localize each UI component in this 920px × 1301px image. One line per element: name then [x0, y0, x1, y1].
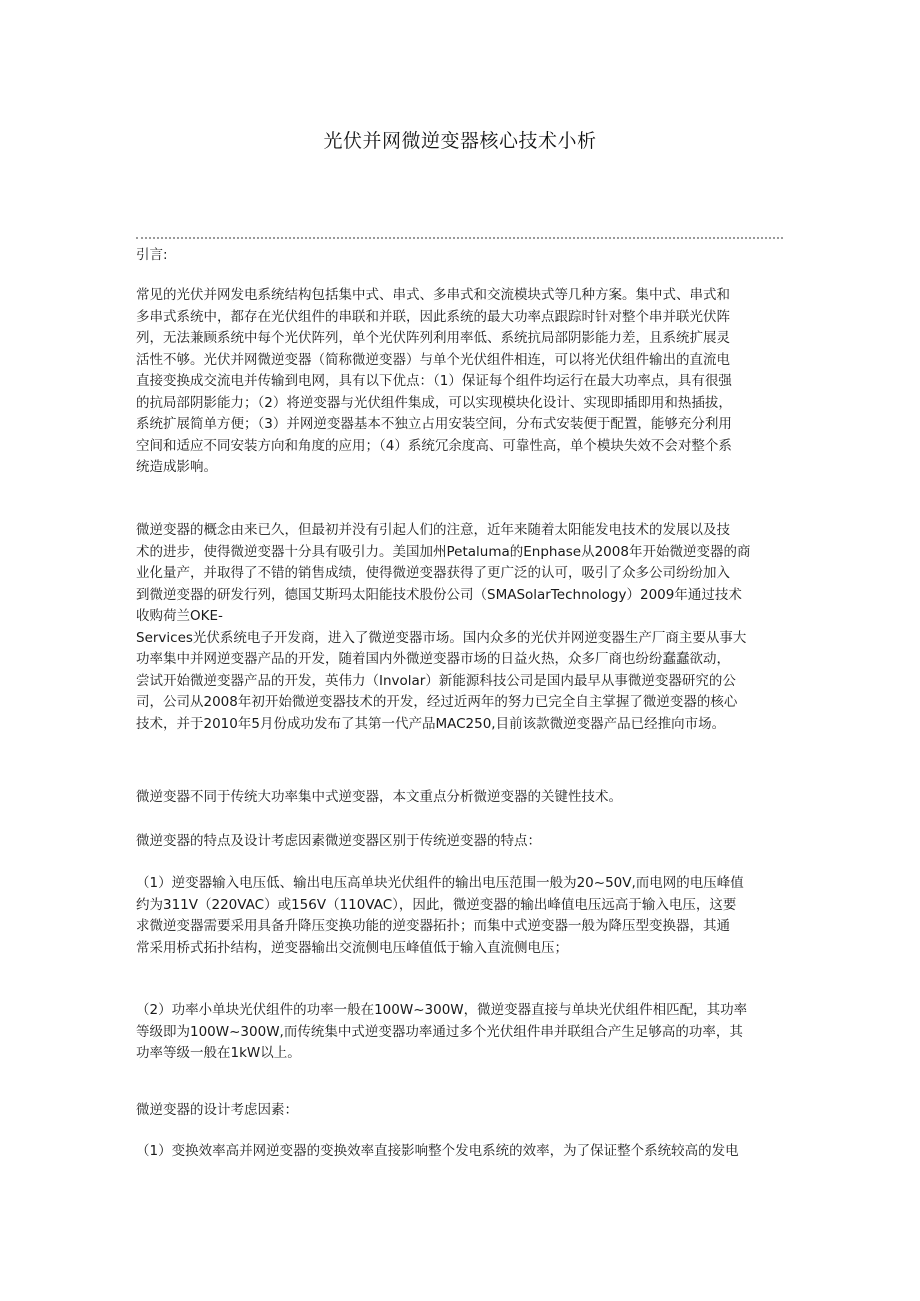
text-line: 列，无法兼顾系统中每个光伏阵列，单个光伏阵列利用率低、系统抗局部阴影能力差，且系统扩展灵 — [136, 330, 730, 346]
dotted-divider — [136, 237, 783, 239]
text-line: 空间和适应不同安装方向和角度的应用；（4）系统冗余度高、可靠性高，单个模块失效不会对整个系 — [136, 437, 732, 454]
text-line: 统造成影响。 — [136, 459, 217, 475]
text-line: （2）功率小单块光伏组件的功率一般在100W~300W，微逆变器直接与单块光伏组件相匹配，其功率 — [136, 1002, 748, 1018]
text-line: 微逆变器的特点及设计考虑因素微逆变器区别于传统逆变器的特点： — [136, 833, 541, 849]
text-line: 直接变换成交流电并传输到电网，具有以下优点：（1）保证每个组件均运行在最大功率点，具有很强 — [136, 373, 732, 389]
intro-label: 引言: — [136, 247, 168, 263]
text-line: 微逆变器不同于传统大功率集中式逆变器，本文重点分析微逆变器的关键性技术。 — [136, 789, 622, 805]
text-line: 微逆变器的设计考虑因素： — [136, 1102, 298, 1118]
text-line: 功率等级一般在1kW以上。 — [136, 1045, 301, 1061]
text-line: 系统扩展简单方便；（3）并网逆变器基本不独立占用安装空间，分布式安装便于配置，能够充分利用 — [136, 416, 732, 432]
text-line: 术的进步，使得微逆变器十分具有吸引力。美国加州Petaluma的Enphase从2008年开始微逆变器的商 — [136, 543, 751, 560]
text-line: 司，公司从2008年初开始微逆变器技术的开发，经过近两年的努力已完全自主掌握了微逆变器的核心 — [136, 694, 738, 710]
text-line: 多串式系统中，都存在光伏组件的串联和并联，因此系统的最大功率点跟踪时针对整个串并联光伏阵 — [136, 308, 730, 325]
document-title: 光伏并网微逆变器核心技术小析 — [323, 130, 597, 152]
text-line: （1）逆变器输入电压低、输出电压高单块光伏组件的输出电压范围一般为20~50V,而电网的电压峰值 — [136, 875, 744, 891]
text-line: 的抗局部阴影能力；（2）将逆变器与光伏组件集成，可以实现模块化设计、实现即插即用和热插拔， — [136, 394, 732, 411]
text-line: Services光伏系统电子开发商，进入了微逆变器市场。国内众多的光伏并网逆变器生产厂商主要从事大 — [136, 629, 747, 646]
text-line: 常见的光伏并网发电系统结构包括集中式、串式、多串式和交流模块式等几种方案。集中式、串式和 — [136, 287, 730, 303]
text-line: （1）变换效率高并网逆变器的变换效率直接影响整个发电系统的效率，为了保证整个系统较高的发电 — [136, 1143, 739, 1159]
text-line: 技术，并于2010年5月份成功发布了其第一代产品MAC250,目前该款微逆变器产品已经推向市场。 — [136, 715, 726, 732]
text-line: 功率集中并网逆变器产品的开发，随着国内外微逆变器市场的日益火热，众多厂商也纷纷蠢蠢欲动， — [136, 651, 730, 667]
paragraph-history — [136, 520, 784, 735]
text-line: 活性不够。光伏并网微逆变器（简称微逆变器）与单个光伏组件相连，可以将光伏组件输出的直流电 — [136, 351, 730, 368]
paragraph-scope — [136, 787, 784, 809]
paragraph-intro-structures — [136, 285, 784, 479]
text-line: 微逆变器的概念由来已久，但最初并没有引起人们的注意，近年来随着太阳能发电技术的发展以及技 — [136, 522, 730, 538]
paragraph-design-heading — [136, 1100, 784, 1122]
paragraph-feature-power — [136, 1000, 784, 1065]
text-line: 业化量产，并取得了不错的销售成绩，使得微逆变器获得了更广泛的认可，吸引了众多公司纷纷加入 — [136, 565, 730, 581]
paragraph-features-heading — [136, 831, 784, 853]
paragraph-design-efficiency — [136, 1141, 784, 1163]
text-line: 收购荷兰OKE- — [136, 608, 223, 624]
text-line: 常采用桥式拓扑结构，逆变器输出交流侧电压峰值低于输入直流侧电压； — [136, 939, 568, 956]
paragraph-feature-voltage — [136, 873, 784, 959]
text-line: 等级即为100W~300W,而传统集中式逆变器功率通过多个光伏组件串并联组合产生足够高的功率，其 — [136, 1023, 743, 1040]
text-line: 求微逆变器需要采用具备升降压变换功能的逆变器拓扑；而集中式逆变器一般为降压型变换器，其通 — [136, 918, 730, 934]
text-line: 到微逆变器的研发行列，德国艾斯玛太阳能技术股份公司（SMASolarTechnology）2009年通过技术 — [136, 586, 742, 603]
text-line: 约为311V（220VAC）或156V（110VAC），因此，微逆变器的输出峰值电压远高于输入电压，这要 — [136, 896, 737, 913]
text-line: 尝试开始微逆变器产品的开发，英伟力（Involar）新能源科技公司是国内最早从事微逆变器研究的公 — [136, 672, 736, 689]
